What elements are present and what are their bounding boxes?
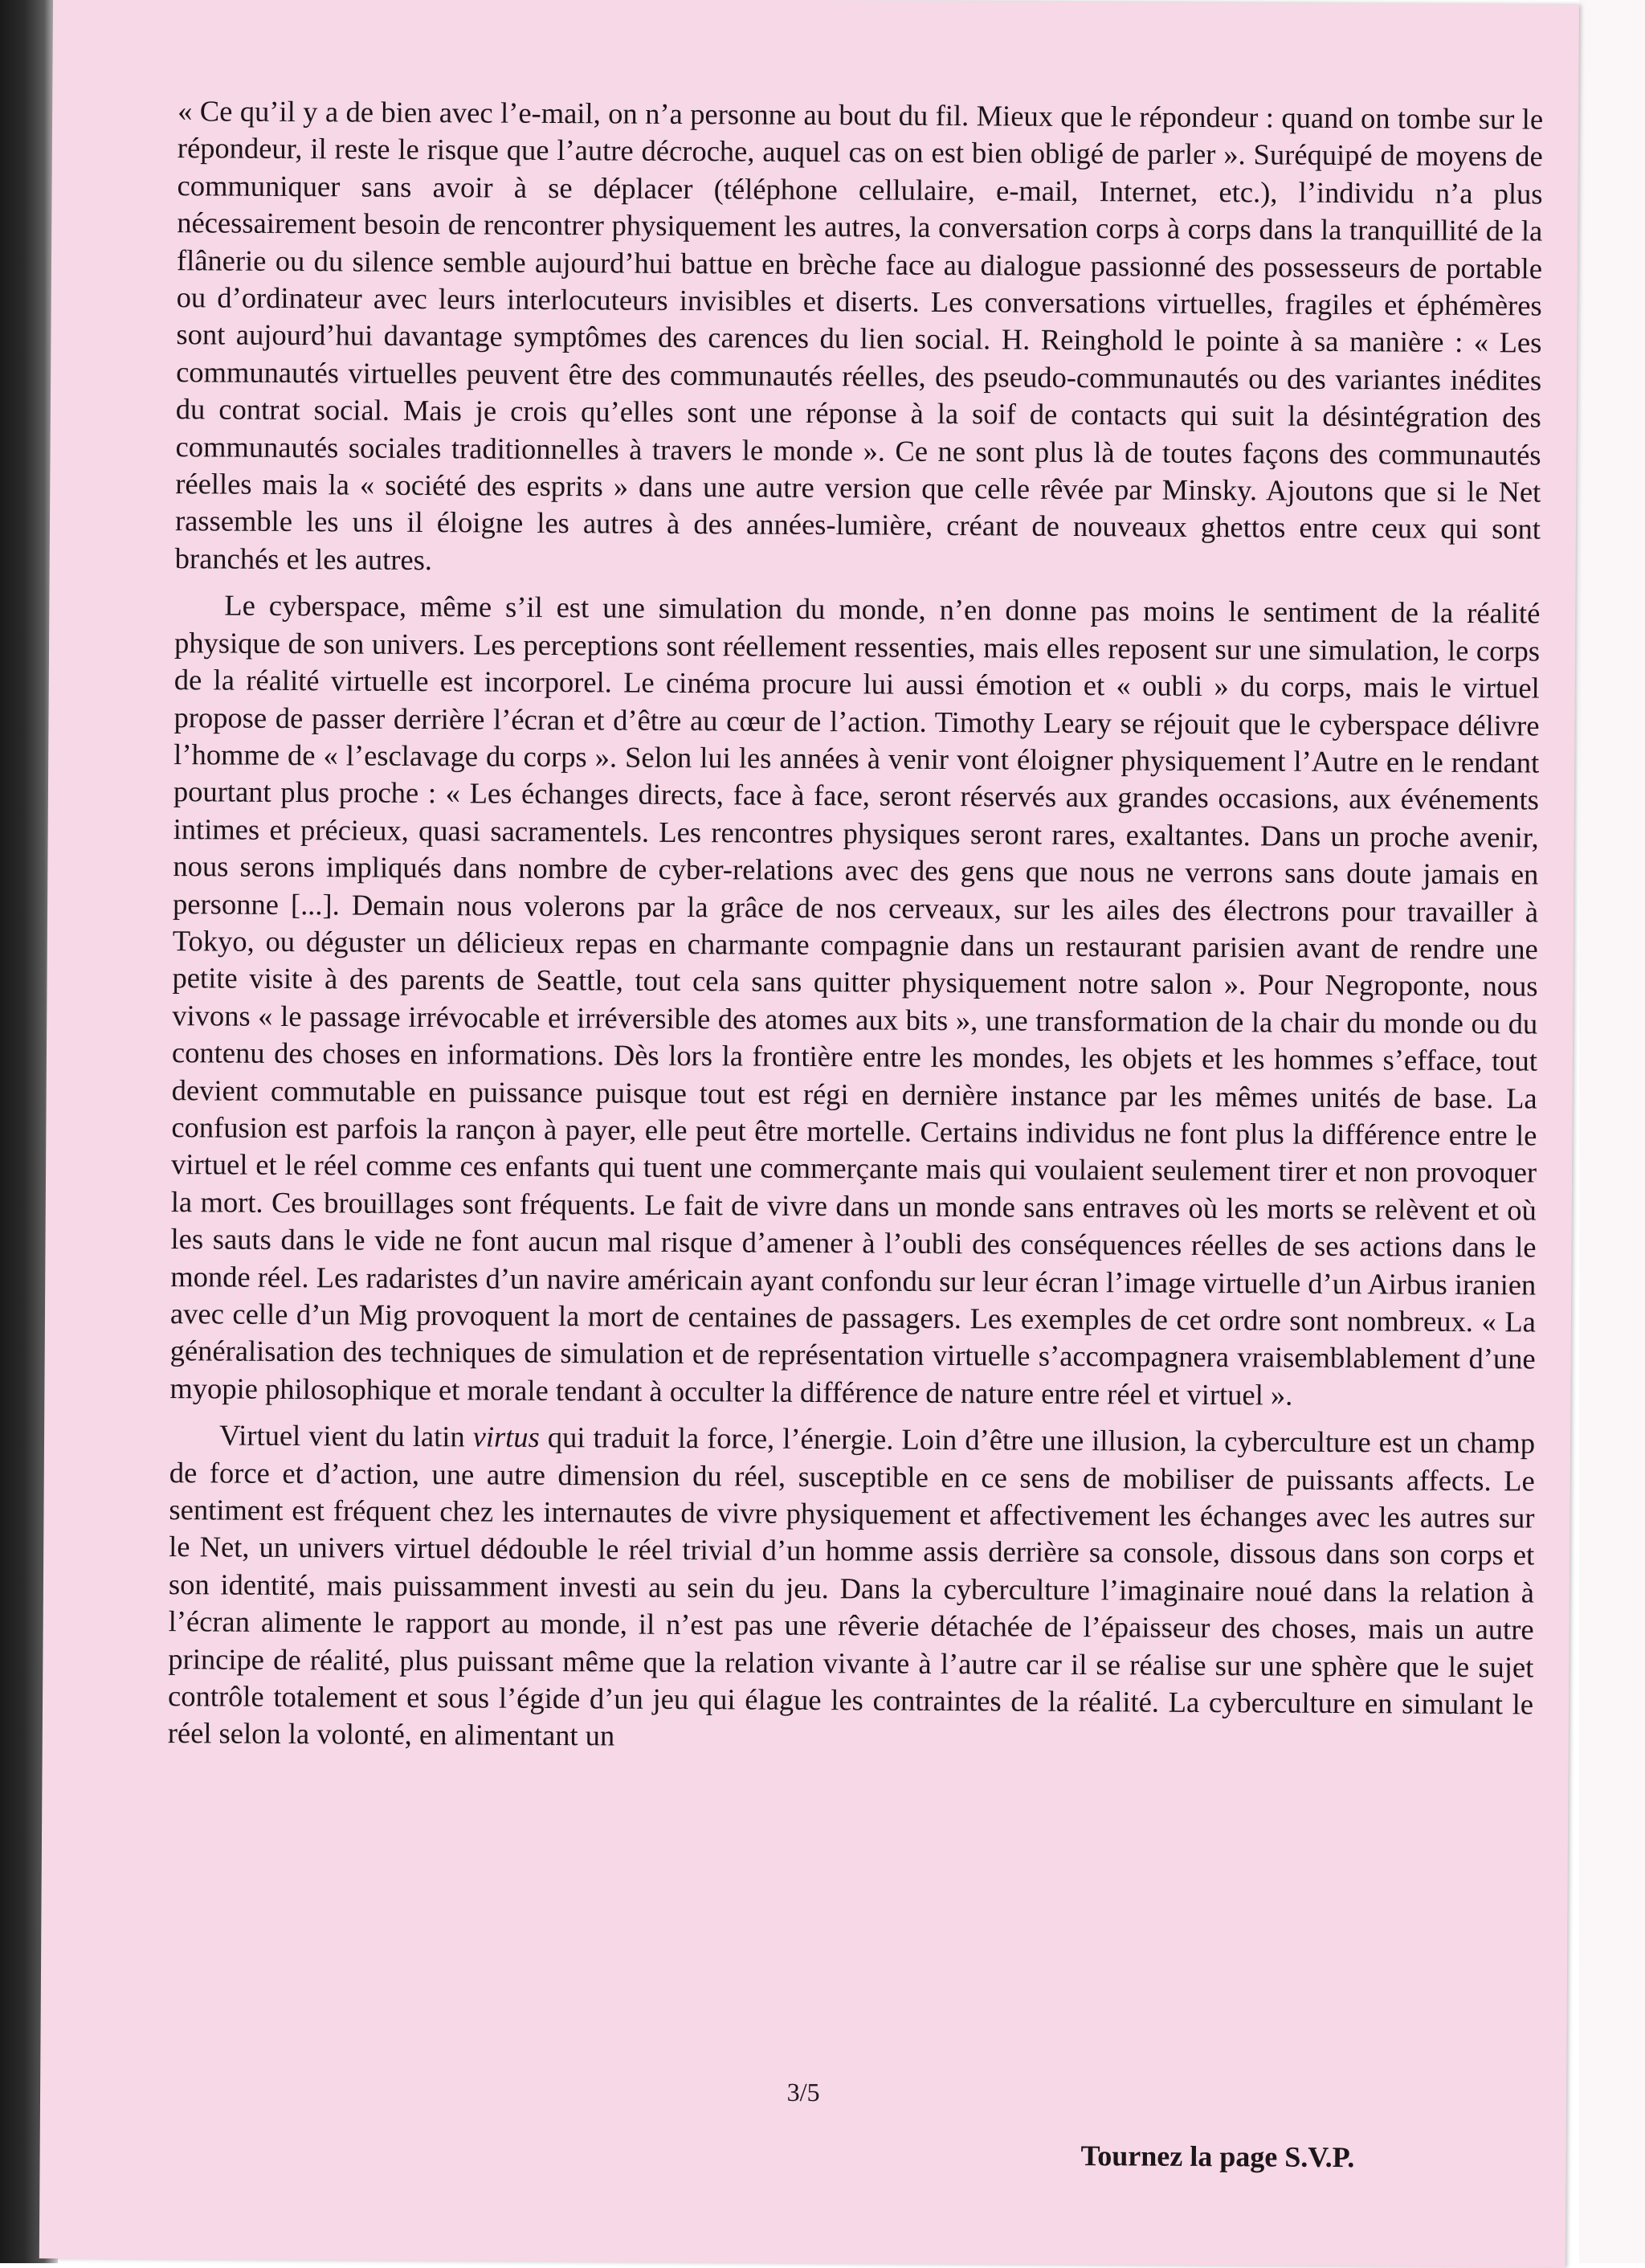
pink-paper-sheet [39, 0, 1579, 2268]
scanner-bed-right [1579, 0, 1645, 2263]
turn-page-note: Tournez la page S.V.P. [1080, 2139, 1355, 2174]
paragraph-3-rest: qui traduit la force, l’énergie. Loin d’être une illusion, la cyberculture est un champ de force et d’action, une autre dimension du réel, susceptible en ce sens de mobiliser de puissants affects. Le sentiment est fréquent chez les internautes de vivre physiquement et affectivement les échanges avec les autres sur le Net, un univers virtuel dédouble le réel trivial d’un homme assis derrière sa console, dissous dans son corps et son identité, mais puissamment investi au sein du jeu. Dans la cyberculture l’imaginaire noué dans la relation à l’écran alimente le rapport au monde, il n’est pas une rêverie détachée de l’épaisseur des choses, mais un autre principe de réalité, plus puissant même que la relation vivante à l’autre car il se réalise sur une sphère que le sujet contrôle totalement et sous l’égide d’un jeu qui élague les contraintes de la réalité. La cyberculture en simulant le réel selon la volonté, en alimentant un [167, 1420, 1536, 1752]
page-number: 3/5 [786, 2077, 820, 2107]
paragraph-1: « Ce qu’il y a de bien avec l’e-mail, on n’a personne au bout du fil. Mieux que le répondeur : quand on tombe sur le répondeur, il reste le risque que l’autre décroche, auquel cas on est bien obligé de parler ». Suréquipé de moyens de communiquer sans avoir à se déplacer (téléphone cellulaire, e-mail, Internet, etc.), l’individu n’a plus nécessairement besoin de rencontrer physiquement les autres, la conversation corps à corps dans la tranquillité de la flânerie ou du silence semble aujourd’hui battue en brèche face au dialogue passionné des possesseurs de portable ou d’ordinateur avec leurs interlocuteurs invisibles et diserts. Les conversations virtuelles, fragiles et éphémères sont aujourd’hui davantage symptômes des carences du lien social. H. Reinghold le pointe à sa manière : « Les communautés virtuelles peuvent être des communautés réelles, des pseudo-communautés ou des variantes inédites du contrat social. Mais je crois qu’elles sont une réponse à la soif de contacts qui suit la désintégration des communautés sociales traditionnelles à travers le monde ». Ce ne sont plus là de toutes façons des communautés réelles mais la « société des esprits » dans une autre version que celle rêvée par Minsky. Ajoutons que si le Net rassemble les uns il éloigne les autres à des années-lumière, créant de nouveaux ghettos entre ceux qui sont branchés et les autres. [174, 94, 1544, 576]
body-text [168, 92, 1544, 1770]
paragraph-2: Le cyberspace, même s’il est une simulation du monde, n’en donne pas moins le sentiment de la réalité physique de son univers. Les perceptions sont réellement ressenties, mais elles reposent sur une simulation, le corps de la réalité virtuelle est incorporel. Le cinéma procure lui aussi émotion et « oubli » du corps, mais le virtuel propose de passer derrière l’écran et d’être au cœur de l’action. Timothy Leary se réjouit que le cyberspace délivre l’homme de « l’esclavage du corps ». Selon lui les années à venir vont éloigner physiquement l’Autre en le rendant pourtant plus proche : « Les échanges directs, face à face, seront réservés aux grandes occasions, aux événements intimes et précieux, quasi sacramentels. Les rencontres physiques seront rares, exaltantes. Dans un proche avenir, nous serons impliqués dans nombre de cyber-relations avec des gens que nous ne verrons sans doute jamais en personne [...]. Demain nous volerons par la grâce de nos cerveaux, sur les ailes des électrons pour travailler à Tokyo, ou déguster un délicieux repas en charmante compagnie dans un restaurant parisien avant de rendre une petite visite à des parents de Seattle, tout cela sans quitter physiquement notre salon ». Pour Negroponte, nous vivons « le passage irrévocable et irréversible des atomes aux bits », une transformation de la chair du monde ou du contenu des choses en informations. Dès lors la frontière entre les mondes, les objets et les hommes s’efface, tout devient commutable en puissance puisque tout est régi en dernière instance par les mêmes unités de base. La confusion est parfois la rançon à payer, elle peut être mortelle. Certains individus ne font plus la différence entre le virtuel et le réel comme ces enfants qui tuent une commerçante mais qui voulaient seulement tirer et non provoquer la mort. Ces brouillages sont fréquents. Le fait de vivre dans un monde sans entraves où les morts se relèvent et où les sauts dans le vide ne font aucun mal risque d’amener à l’oubli des conséquences réelles de ses actions dans le monde réel. Les radaristes d’un navire américain ayant confondu sur leur écran l’image virtuelle d’un Airbus iranien avec celle d’un Mig provoquent la mort de centaines de passagers. Les exemples de cet ordre sont nombreux. « La généralisation des techniques de simulation et de représentation virtuelle s’accompagnera vraisemblablement d’une myopie philosophique et morale tendant à occulter la différence de nature entre réel et virtuel ». [169, 588, 1541, 1412]
latin-word-virtus: virtus [472, 1420, 540, 1454]
paragraph-3 [168, 1416, 1536, 1760]
paragraph-3-lead: Virtuel vient du latin [218, 1418, 473, 1453]
